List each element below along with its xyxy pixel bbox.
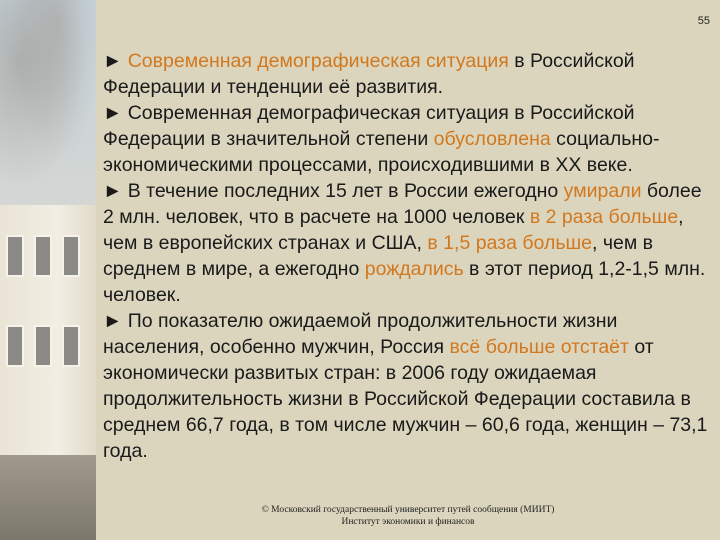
text-segment: ► В течение последних 15 лет в России ежегодно xyxy=(103,180,564,202)
building-facade xyxy=(0,205,96,455)
building-window xyxy=(34,235,52,277)
text-segment: в Российской Федерации и тенденции её развития. xyxy=(103,50,635,98)
highlighted-text: всё больше отстаёт xyxy=(449,336,629,358)
paragraph xyxy=(103,48,708,100)
slide-text xyxy=(103,48,708,464)
building-window xyxy=(6,235,24,277)
highlighted-text: рождались xyxy=(364,258,464,280)
building-window xyxy=(62,325,80,367)
highlighted-text: в 1,5 раза больше xyxy=(427,232,592,254)
text-segment: , чем в европейских странах и США, xyxy=(103,206,684,254)
side-photo xyxy=(0,0,96,540)
building-window xyxy=(62,235,80,277)
text-segment: социально-экономическими процессами, происходившими в XX веке. xyxy=(103,128,660,176)
text-segment: ► По показателю ожидаемой продолжительности жизни населения, особенно мужчин, Россия xyxy=(103,310,618,358)
highlighted-text: умирали xyxy=(563,180,642,202)
highlighted-text: Современная демографическая ситуация xyxy=(127,50,509,72)
building-window xyxy=(6,325,24,367)
text-segment: ► xyxy=(103,50,128,72)
page-number: 55 xyxy=(697,15,710,27)
highlighted-text: в 2 раза больше xyxy=(529,206,679,228)
highlighted-text: обусловлена xyxy=(433,128,551,150)
paragraph xyxy=(103,178,708,308)
text-segment: в этот период 1,2-1,5 млн. человек. xyxy=(103,258,706,306)
tree-branches xyxy=(0,0,96,210)
text-segment: , чем в среднем в мире, а ежегодно xyxy=(103,232,654,280)
text-segment: от экономически развитых стран: в 2006 году ожидаемая продолжительность жизни в Российской Федерации составила в среднем 66,7 года, в том числе мужчин – 60,6 года, женщин – 73,1 года. xyxy=(103,336,708,462)
building-window xyxy=(34,325,52,367)
footer xyxy=(96,504,720,528)
ground xyxy=(0,455,96,540)
footer-university: © Московский государственный университет путей сообщения (МИИТ) xyxy=(261,505,555,515)
text-segment: ► Современная демографическая ситуация в Российской Федерации в значительной степени xyxy=(103,102,635,150)
paragraph xyxy=(103,308,708,464)
text-segment: более 2 млн. человек, что в расчете на 1000 человек xyxy=(103,180,702,228)
paragraph xyxy=(103,100,708,178)
footer-institute: Институт экономики и финансов xyxy=(341,517,475,527)
